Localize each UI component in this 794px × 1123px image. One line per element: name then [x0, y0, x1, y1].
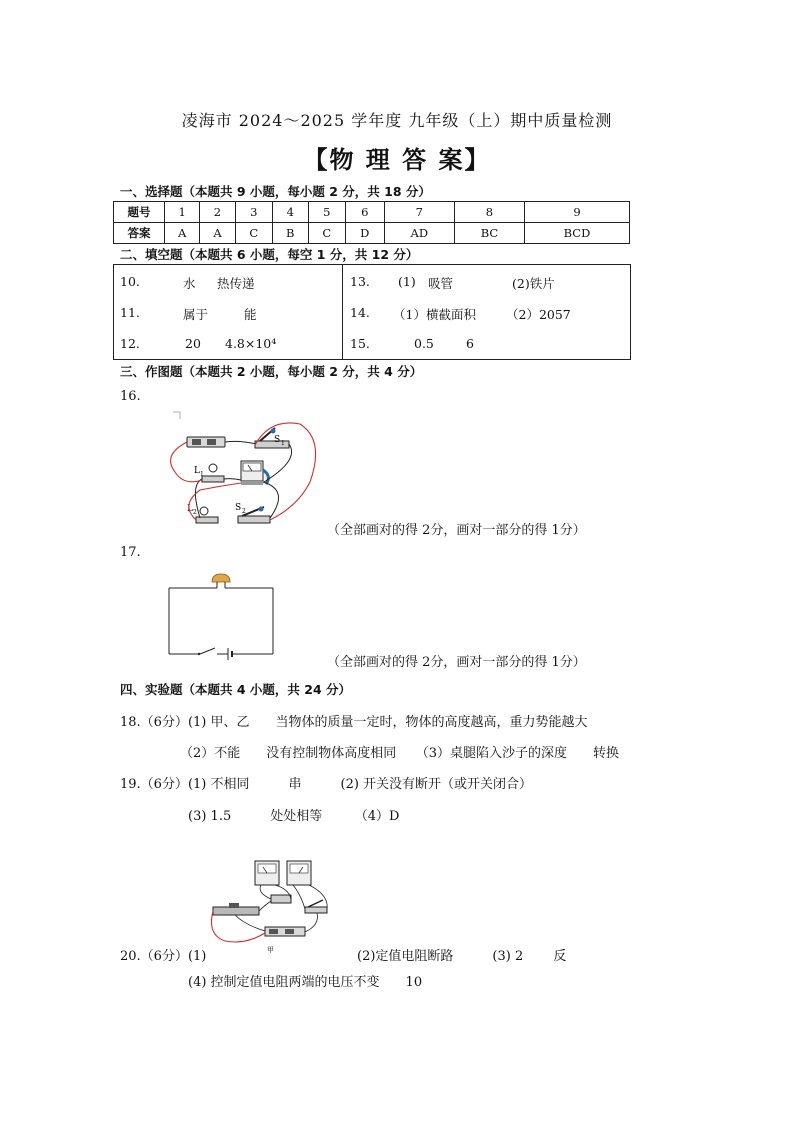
s1-label: S [274, 435, 281, 445]
q16-num: 16. [120, 389, 141, 404]
q15-answer2: 6 [466, 336, 474, 351]
q20-experiment-figure [205, 855, 335, 955]
page-subtitle: 【物 理 答 案】 [303, 145, 491, 174]
q18-line2: （2）不能 没有控制物体高度相同 （3）桌腿陷入沙子的深度 转换 [180, 746, 620, 761]
q17-scoring-note: （全部画对的得 2分，画对一部分的得 1分） [327, 655, 586, 670]
q10-num: 10. [120, 274, 140, 289]
q20-line1-start: 20.（6分）(1) [120, 949, 207, 964]
q14-part2: （2）2057 [506, 307, 571, 322]
table-cell: A [165, 223, 200, 244]
table-cell: D [345, 223, 384, 244]
q12-answer1: 20 [185, 336, 201, 351]
l2-sub: 2 [193, 509, 197, 516]
q15-num: 15. [350, 336, 370, 351]
table-cell: BCD [524, 223, 629, 244]
q20-line2: (4) 控制定值电阻两端的电压不变 10 [188, 975, 423, 990]
l2-label: L [187, 504, 193, 514]
table-cell: BC [454, 223, 524, 244]
q20-line1-rest: (2)定值电阻断路 (3) 2 反 [357, 949, 567, 964]
q13-part2: (2)铁片 [512, 276, 555, 291]
table-row-numbers [114, 202, 630, 223]
section3-heading: 三、作图题（本题共 2 小题，每小题 2 分，共 4 分） [120, 364, 423, 379]
q10-answer2: 热传递 [217, 276, 255, 291]
section4-heading: 四、实验题（本题共 4 小题，共 24 分） [120, 682, 352, 697]
q11-answer1: 属于 [183, 307, 209, 322]
q17-num: 17. [120, 545, 141, 560]
table-cell: 9 [524, 202, 629, 223]
q14-num: 14. [350, 305, 370, 320]
q18-line1: 18.（6分）(1) 甲、乙 当物体的质量一定时，物体的高度越高，重力势能越大 [120, 715, 588, 730]
page-title: 凌海市 2024～2025 学年度 九年级（上）期中质量检测 [181, 111, 613, 130]
table-cell: AD [384, 223, 454, 244]
q10-answer1: 水 [183, 276, 196, 291]
q19-line2: (3) 1.5 处处相等 （4）D [188, 809, 400, 824]
q11-answer2: 能 [244, 307, 257, 322]
table-cell: 5 [308, 202, 345, 223]
q19-line1: 19.（6分）(1) 不相同 串 (2) 开关没有断开（或开关闭合） [120, 777, 533, 792]
table-cell: B [272, 223, 308, 244]
l1-sub: 1 [200, 471, 204, 478]
s1-sub: 1 [281, 440, 285, 447]
q13-answer1: 吸管 [428, 276, 454, 291]
q13-num: 13. [350, 274, 370, 289]
table-cell: 3 [235, 202, 272, 223]
s2-sub: 2 [242, 508, 246, 515]
q20-figure-label: 甲 [267, 946, 274, 954]
box-divider [342, 265, 343, 359]
q12-num: 12. [120, 336, 140, 351]
row-answer-label: 答案 [114, 223, 165, 244]
q16-circuit-figure [160, 410, 320, 530]
table-cell: 4 [272, 202, 308, 223]
table-cell: C [308, 223, 345, 244]
q11-num: 11. [120, 305, 140, 320]
table-cell: 8 [454, 202, 524, 223]
answer-table [113, 201, 630, 244]
q15-answer1: 0.5 [414, 336, 434, 351]
table-cell: A [200, 223, 235, 244]
table-cell: 1 [165, 202, 200, 223]
q16-scoring-note: （全部画对的得 2分，画对一部分的得 1分） [327, 523, 586, 538]
q13-part1: (1) [398, 274, 416, 289]
table-cell: 2 [200, 202, 235, 223]
q12-answer2: 4.8×10⁴ [225, 336, 277, 351]
q14-part1: （1）横截面积 [393, 307, 476, 322]
table-cell: 6 [345, 202, 384, 223]
s2-label: S [235, 503, 242, 513]
q17-circuit-figure [160, 568, 285, 664]
row-header-label: 题号 [114, 202, 165, 223]
section2-heading: 二、填空题（本题共 6 小题，每空 1 分，共 12 分） [120, 247, 419, 262]
table-row-answers [114, 223, 630, 244]
section1-heading: 一、选择题（本题共 9 小题，每小题 2 分，共 18 分） [120, 184, 431, 199]
table-cell: C [235, 223, 272, 244]
table-cell: 7 [384, 202, 454, 223]
l1-label: L [194, 466, 200, 476]
